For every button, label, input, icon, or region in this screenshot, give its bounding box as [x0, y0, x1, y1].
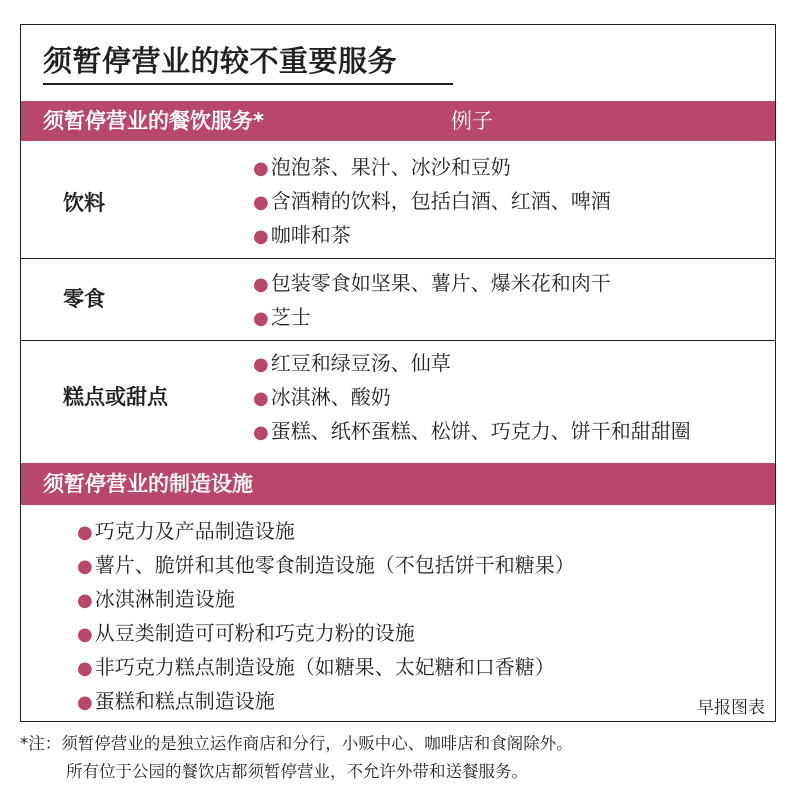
list-item: ● 薯片、脆饼和其他零食制造设施（不包括饼干和糖果）: [77, 553, 575, 577]
list-item: ● 红豆和绿豆汤、仙草: [253, 351, 451, 375]
bullet-icon: ●: [77, 624, 93, 645]
manufacturing-list: [77, 515, 575, 719]
fnb-section-header: [21, 101, 775, 141]
list-item: ● 冰淇淋制造设施: [77, 587, 235, 611]
bullet-icon: ●: [253, 388, 269, 409]
category-label: 零食: [63, 287, 105, 311]
fnb-section-title: 须暂停营业的餐饮服务*: [43, 109, 264, 133]
list-item: ● 泡泡茶、果汁、冰沙和豆奶: [253, 155, 511, 179]
list-item: ● 巧克力及产品制造设施: [77, 519, 295, 543]
list-item: ● 从豆类制造可可粉和巧克力粉的设施: [77, 621, 415, 645]
list-item: ● 非巧克力糕点制造设施（如糖果、太妃糖和口香糖）: [77, 655, 555, 679]
list-item: ● 蛋糕、纸杯蛋糕、松饼、巧克力、饼干和甜甜圈: [253, 419, 691, 443]
manufacturing-section-title: 须暂停营业的制造设施: [43, 472, 253, 496]
category-label: 糕点或甜点: [63, 385, 168, 409]
example-column-header: 例子: [451, 109, 493, 133]
bullet-icon: ●: [253, 308, 269, 329]
list-item: ● 冰淇淋、酸奶: [253, 385, 391, 409]
bullet-icon: ●: [77, 658, 93, 679]
bullet-icon: ●: [77, 590, 93, 611]
list-item: ● 包装零食如坚果、薯片、爆米花和肉干: [253, 271, 611, 295]
footnote-line-2: 所有位于公园的餐饮店都须暂停营业，不允许外带和送餐服务。: [66, 762, 528, 781]
list-item: ● 咖啡和茶: [253, 223, 351, 247]
manufacturing-section-header: [21, 463, 775, 505]
bullet-icon: ●: [253, 354, 269, 375]
category-label: 饮料: [63, 191, 105, 215]
example-list: [253, 151, 611, 253]
table-row: [21, 341, 775, 463]
bullet-icon: ●: [253, 274, 269, 295]
bullet-icon: ●: [253, 422, 269, 443]
source-credit: 早报图表: [697, 698, 765, 718]
table-row: [21, 259, 775, 341]
footnote: [20, 730, 573, 786]
infographic-frame: [20, 24, 776, 722]
bullet-icon: ●: [77, 522, 93, 543]
page-title: 须暂停营业的较不重要服务: [43, 44, 398, 78]
bullet-icon: ●: [253, 158, 269, 179]
bullet-icon: ●: [77, 692, 93, 713]
footnote-line-1: *注：须暂停营业的是独立运作商店和分行，小贩中心、咖啡店和食阁除外。: [20, 734, 573, 753]
title-underline: [43, 83, 453, 85]
list-item: ● 蛋糕和糕点制造设施: [77, 689, 275, 713]
bullet-icon: ●: [77, 556, 93, 577]
list-item: ● 芝士: [253, 305, 311, 329]
example-list: [253, 347, 691, 449]
list-item: ● 含酒精的饮料，包括白酒、红酒、啤酒: [253, 189, 611, 213]
bullet-icon: ●: [253, 192, 269, 213]
example-list: [253, 267, 611, 335]
table-row: [21, 141, 775, 259]
bullet-icon: ●: [253, 226, 269, 247]
